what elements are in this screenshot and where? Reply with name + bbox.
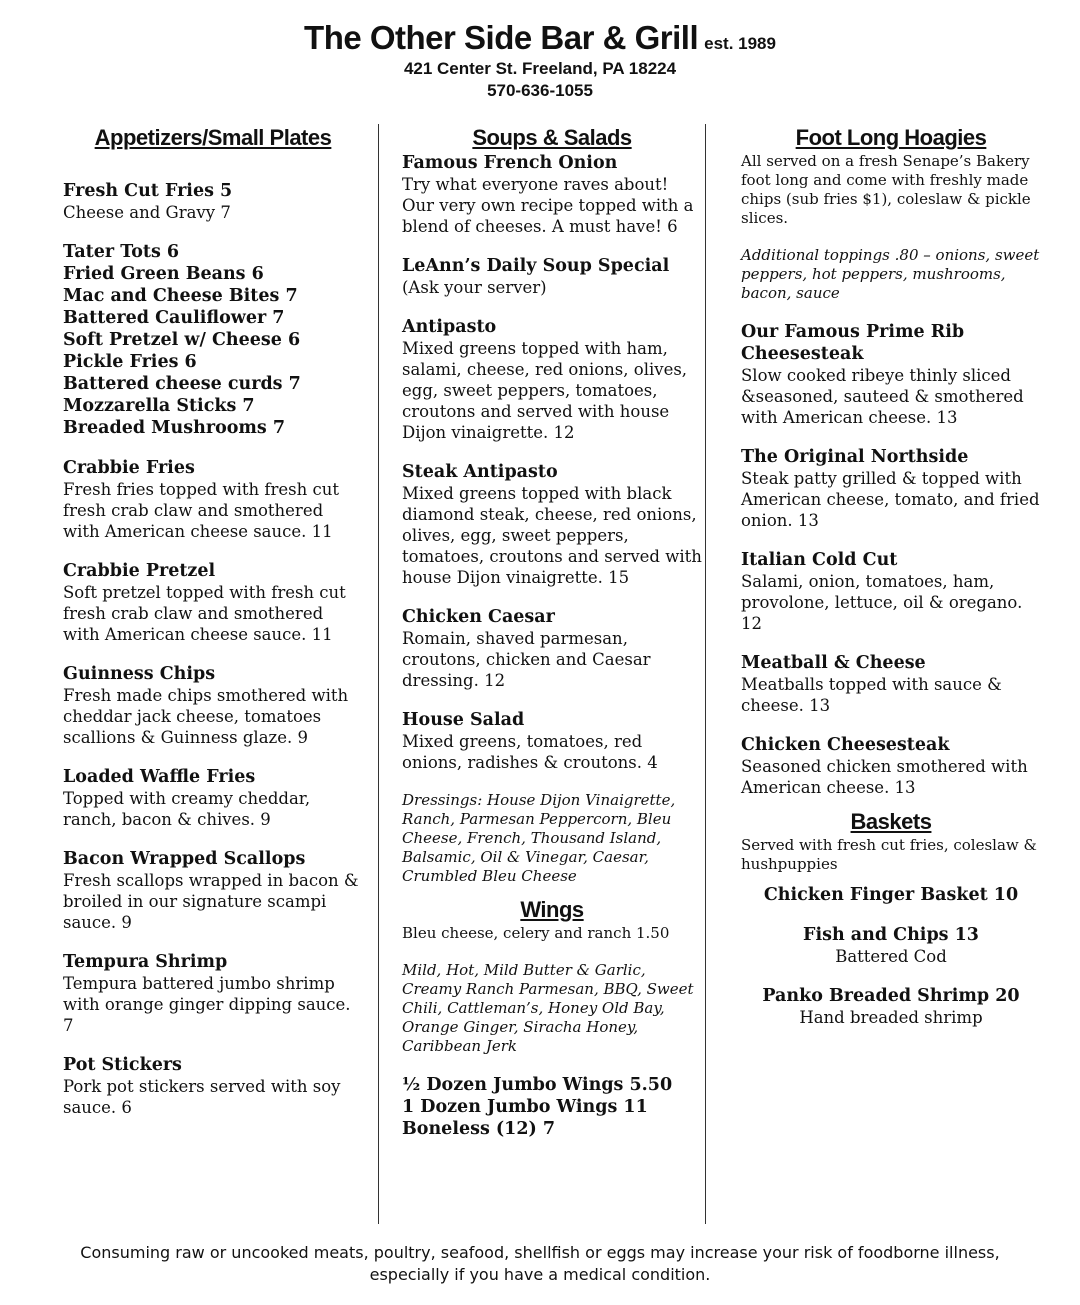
column-divider-left [378,124,379,1224]
list-item: Mozzarella Sticks 7 [63,396,255,416]
restaurant-title-line [0,18,1080,58]
dressings-note: Dressings: House Dijon Vinaigrette, Ranch, Parmesan Peppercorn, Bleu Cheese, French, Thousand Island, Balsamic, Oil & Vinegar, Caesar, Crumbled Bleu Cheese [402,791,676,885]
list-item: Fried Green Beans 6 [63,264,264,284]
appetizers-column [63,124,363,1118]
menu-item [741,321,1041,428]
menu-item [741,549,1041,634]
hoagies-column [741,124,1041,1028]
menu-item [63,766,363,830]
menu-item-desc: Meatballs topped with sauce & cheese. 13 [741,675,1002,715]
food-safety-disclaimer [0,1242,1080,1286]
menu-item-desc: Fresh scallops wrapped in bacon & broiled in our signature scampi sauce. 9 [63,871,359,932]
basket-item-name: Chicken Finger Basket 10 [763,885,1019,905]
basket-item-name: Panko Breaded Shrimp 20 [762,986,1020,1006]
menu-item-desc: Fresh fries topped with fresh cut fresh crab claw and smothered with American cheese sauce. 11 [63,480,339,541]
list-item: Soft Pretzel w/ Cheese 6 [63,330,301,350]
menu-item-name: Loaded Waffle Fries [63,767,256,787]
baskets-intro: Served with fresh cut fries, coleslaw & hushpuppies [741,836,1037,873]
appetizers-heading: Appetizers/Small Plates [94,125,332,150]
menu-item [741,652,1041,716]
basket-item-desc: Hand breaded shrimp [799,1008,983,1027]
menu-item-name: Antipasto [402,317,497,337]
menu-item-name: LeAnn’s Daily Soup Special [402,256,670,276]
menu-item-name: Bacon Wrapped Scallops [63,849,306,869]
menu-item-name: Meatball & Cheese [741,653,926,673]
basket-item [741,924,1041,967]
menu-item [63,848,363,933]
list-item: Breaded Mushrooms 7 [63,418,286,438]
wing-flavors: Mild, Hot, Mild Butter & Garlic, Creamy Ranch Parmesan, BBQ, Sweet Chili, Cattleman’s, Honey Old Bay, Orange Ginger, Siracha Honey, Caribbean Jerk [402,961,694,1055]
list-item: Battered cheese curds 7 [63,374,301,394]
menu-item [63,560,363,645]
wing-price: Boneless (12) 7 [402,1119,556,1139]
list-item: Pickle Fries 6 [63,352,197,372]
list-item: Battered Cauliflower 7 [63,308,285,328]
menu-item-name: The Original Northside [741,447,969,467]
menu-item [63,951,363,1036]
menu-item-name: Chicken Caesar [402,607,555,627]
menu-item-desc: Slow cooked ribeye thinly sliced &seasoned, sauteed & smothered with American cheese. 13 [741,366,1024,427]
menu-item [402,152,702,237]
basket-item-desc: Battered Cod [835,947,947,966]
hoagies-heading: Foot Long Hoagies [795,125,987,150]
menu-item [741,446,1041,531]
menu-item-desc: Mixed greens topped with black diamond steak, cheese, red onions, olives, egg, sweet peppers, tomatoes, croutons and served with house Dijon vinaigrette. 15 [402,484,702,587]
column-divider-right [705,124,706,1224]
wings-heading: Wings [520,897,584,922]
disclaimer-line-2: especially if you have a medical condition. [369,1265,711,1284]
menu-item-name: Tempura Shrimp [63,952,228,972]
menu-item-name: Crabbie Pretzel [63,561,216,581]
menu-header [0,18,1080,102]
restaurant-name: The Other Side Bar & Grill [304,19,699,56]
menu-item-name: Crabbie Fries [63,458,195,478]
menu-item-name: Steak Antipasto [402,462,558,482]
wing-price: 1 Dozen Jumbo Wings 11 [402,1097,648,1117]
list-item: Mac and Cheese Bites 7 [63,286,298,306]
menu-item-name: Italian Cold Cut [741,550,898,570]
address: 421 Center St. Freeland, PA 18224 [403,59,677,78]
menu-item-desc: Seasoned chicken smothered with American cheese. 13 [741,757,1028,797]
baskets-heading: Baskets [850,809,932,834]
menu-item-name: House Salad [402,710,525,730]
appetizer-list [63,241,363,439]
menu-item [402,316,702,443]
menu-item-name: Chicken Cheesesteak [741,735,950,755]
menu-item-desc: Fresh made chips smothered with cheddar jack cheese, tomatoes scallions & Guinness glaze. 9 [63,686,349,747]
basket-item [741,884,1041,906]
menu-item-desc: Mixed greens, tomatoes, red onions, radishes & croutons. 4 [402,732,658,772]
list-item: Tater Tots 6 [63,242,180,262]
hoagies-intro: All served on a fresh Senape’s Bakery foot long and come with freshly made chips (sub fries $1), coleslaw & pickle slices. [741,152,1031,227]
menu-item-name: Pot Stickers [63,1055,182,1075]
basket-item-name: Fish and Chips 13 [803,925,979,945]
menu-item-desc: Tempura battered jumbo shrimp with orange ginger dipping sauce. 7 [63,974,351,1035]
basket-item [741,985,1041,1028]
menu-item [402,461,702,588]
fresh-cut-fries-desc: Cheese and Gravy 7 [63,203,231,222]
menu-item-name: Guinness Chips [63,664,216,684]
menu-item-desc: Pork pot stickers served with soy sauce. 6 [63,1077,341,1117]
soups-salads-column [402,124,702,1140]
menu-item-desc: (Ask your server) [402,278,547,297]
soups-salads-heading: Soups & Salads [472,125,632,150]
wings-side-note: Bleu cheese, celery and ranch 1.50 [402,924,670,942]
hoagies-toppings: Additional toppings .80 – onions, sweet peppers, hot peppers, mushrooms, bacon, sauce [741,246,1040,302]
disclaimer-line-1: Consuming raw or uncooked meats, poultry, seafood, shellfish or eggs may increase your risk of foodborne illness, [80,1243,1000,1262]
menu-item [63,457,363,542]
menu-item [741,734,1041,798]
established-year: est. 1989 [704,34,776,53]
fresh-cut-fries-name: Fresh Cut Fries 5 [63,181,233,201]
menu-item-desc: Mixed greens topped with ham, salami, cheese, red onions, olives, egg, sweet peppers, tomatoes, croutons and served with house Dijon vinaigrette. 12 [402,339,688,442]
menu-item-desc: Try what everyone raves about! Our very own recipe topped with a blend of cheeses. A must have! 6 [402,175,694,236]
menu-item-desc: Salami, onion, tomatoes, ham, provolone, lettuce, oil & oregano. 12 [741,572,1023,633]
menu-item-desc: Soft pretzel topped with fresh cut fresh crab claw and smothered with American cheese sauce. 11 [63,583,346,644]
menu-item [402,709,702,773]
menu-item-name: Our Famous Prime Rib Cheesesteak [741,322,965,364]
wing-price: ½ Dozen Jumbo Wings 5.50 [402,1075,673,1095]
phone-number: 570-636-1055 [487,81,593,100]
menu-item [63,1054,363,1118]
menu-item [63,663,363,748]
menu-item [402,606,702,691]
menu-item [402,255,702,298]
menu-item-desc: Topped with creamy cheddar, ranch, bacon & chives. 9 [63,789,311,829]
menu-item-desc: Romain, shaved parmesan, croutons, chicken and Caesar dressing. 12 [402,629,651,690]
menu-item-name: Famous French Onion [402,153,618,173]
menu-item-desc: Steak patty grilled & topped with American cheese, tomato, and fried onion. 13 [741,469,1040,530]
